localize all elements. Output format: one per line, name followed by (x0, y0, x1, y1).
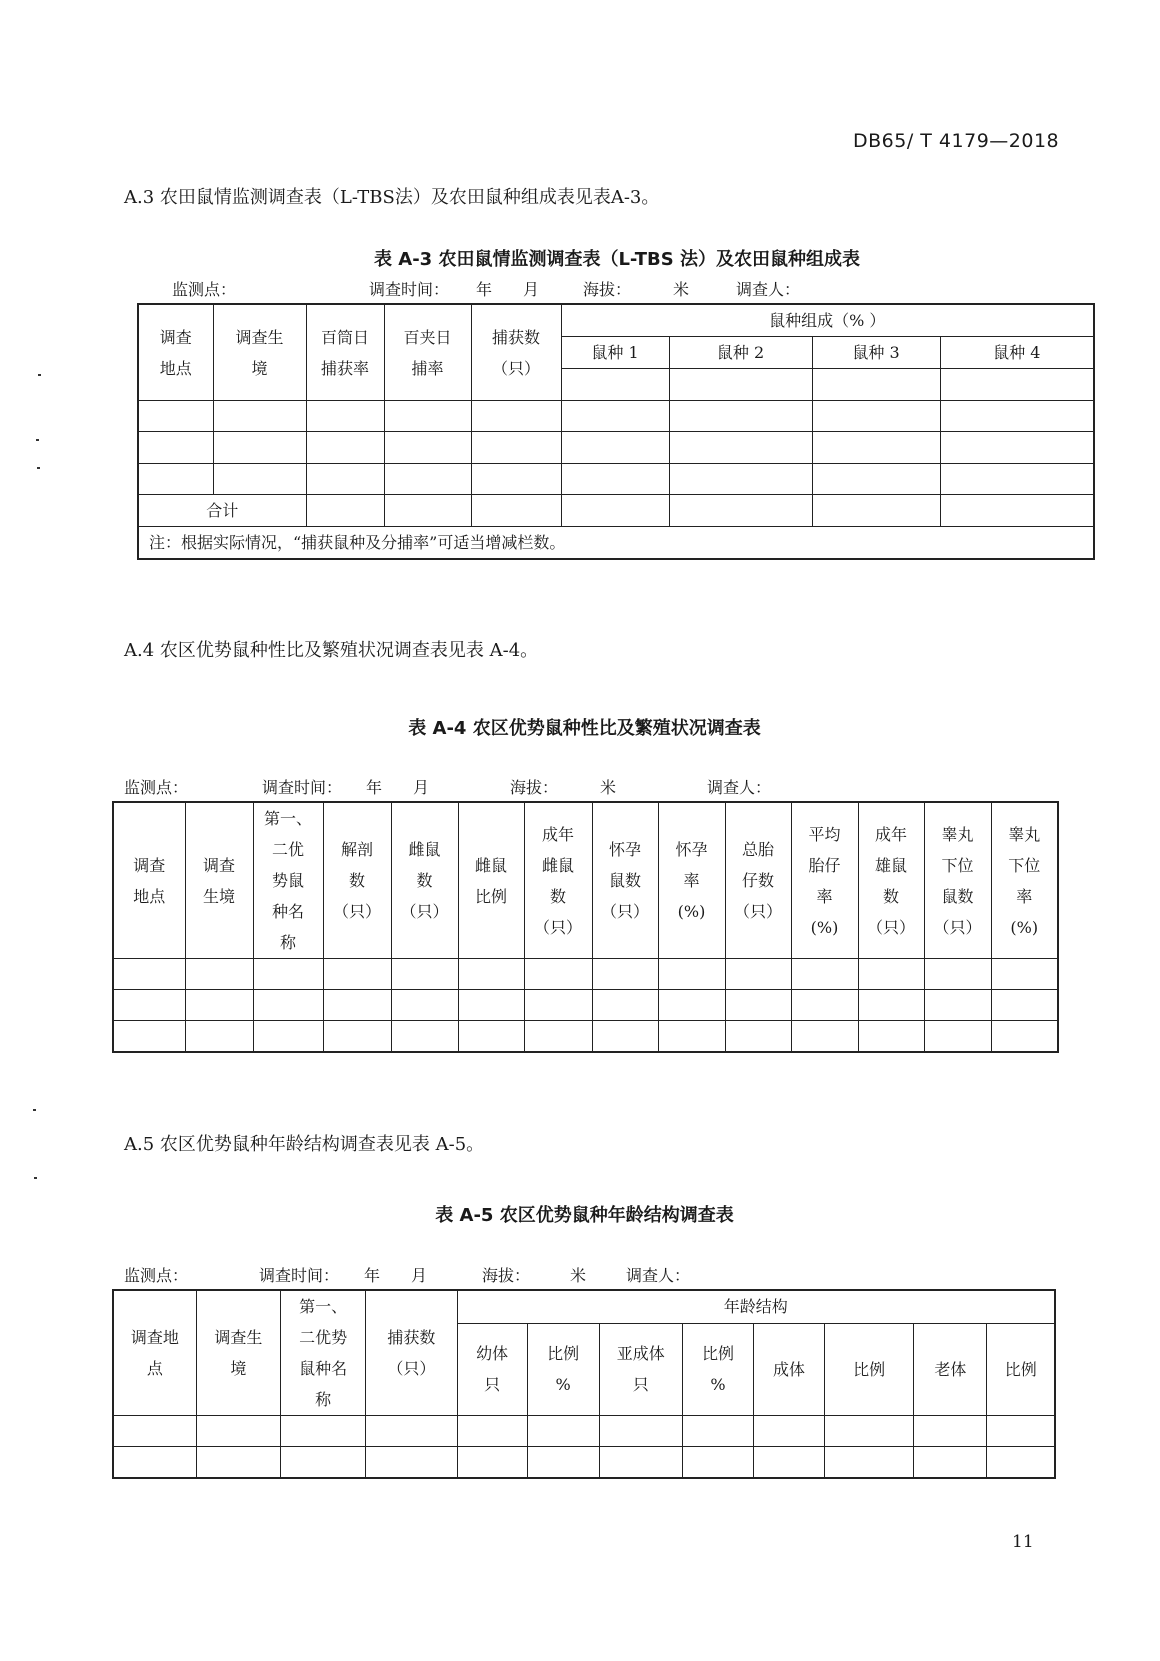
header-female-ratio: 雌鼠 比例 (458, 802, 524, 959)
table-cell (185, 1021, 253, 1052)
meta-year-label: 年 (366, 778, 383, 797)
table-cell (457, 1447, 527, 1478)
table-cell (527, 1447, 599, 1478)
page-number: 11 (1012, 1532, 1034, 1552)
section-a4-text: A.4 农区优势鼠种性比及繁殖状况调查表见表 A-4。 (124, 640, 539, 661)
table-a4 (112, 801, 1059, 1053)
table-row (138, 401, 1094, 432)
table-cell (940, 369, 1094, 401)
header-pregnant-count: 怀孕 鼠数 （只） (592, 802, 658, 959)
table-row (138, 432, 1094, 464)
table-cell (812, 401, 940, 432)
table-cell (524, 1021, 592, 1052)
table-cell (592, 959, 658, 990)
header-dissected: 解剖 数 （只） (323, 802, 391, 959)
table-cell (991, 1021, 1058, 1052)
table-cell (213, 464, 306, 495)
table-cell (940, 401, 1094, 432)
table-cell (366, 1447, 457, 1478)
header-location: 调查 地点 (138, 304, 213, 401)
header-clip-rate: 百夹日 捕率 (384, 304, 471, 401)
meta-site-label: 监测点： (172, 280, 237, 299)
header-subadult: 亚成体 只 (599, 1323, 682, 1415)
table-cell (858, 1021, 924, 1052)
table-cell (940, 464, 1094, 495)
table-cell (113, 1021, 185, 1052)
header-avg-embryo: 平均 胎仔 率 (%) (791, 802, 858, 959)
table-cell (306, 495, 384, 527)
table-cell (471, 432, 561, 464)
table-cell (753, 1416, 824, 1447)
table-row (138, 464, 1094, 495)
header-habitat: 调查生 境 (213, 304, 306, 401)
table-cell (987, 1447, 1055, 1478)
table-cell (561, 464, 669, 495)
table-cell (323, 990, 391, 1021)
scan-speck (37, 467, 40, 469)
table-row (113, 959, 1058, 990)
document-id: DB65/ T 4179—2018 (853, 130, 1060, 152)
header-adult-female: 成年 雌鼠 数 （只） (524, 802, 592, 959)
header-pregnant-rate: 怀孕 率 (%) (658, 802, 725, 959)
table-cell (940, 432, 1094, 464)
header-species-group: 鼠种组成（% ） (561, 304, 1094, 337)
table-cell (669, 401, 812, 432)
header-species-name: 第一、 二优 势鼠 种名 称 (253, 802, 323, 959)
table-cell (561, 432, 669, 464)
header-ratio-2: 比例 % (682, 1323, 753, 1415)
header-location: 调查地 点 (113, 1290, 196, 1416)
header-old: 老体 (914, 1323, 987, 1415)
table-cell (391, 1021, 458, 1052)
total-label: 合计 (138, 495, 306, 527)
table-cell (914, 1447, 987, 1478)
table-cell (592, 1021, 658, 1052)
meta-person-label: 调查人： (707, 778, 772, 797)
table-cell (384, 495, 471, 527)
meta-meter-label: 米 (600, 778, 617, 797)
meta-meter-label: 米 (673, 280, 690, 299)
table-cell (384, 464, 471, 495)
table-cell (113, 959, 185, 990)
table-cell (987, 1416, 1055, 1447)
table-cell (113, 1447, 196, 1478)
table-cell (306, 432, 384, 464)
section-a3-text: A.3 农田鼠情监测调查表（L-TBS法）及农田鼠种组成表见表A-3。 (124, 187, 660, 208)
table-cell (280, 1447, 365, 1478)
table-cell (812, 432, 940, 464)
table-cell (113, 1416, 196, 1447)
table-cell (812, 495, 940, 527)
header-habitat: 调查 生境 (185, 802, 253, 959)
table-cell (682, 1447, 753, 1478)
table-cell (253, 1021, 323, 1052)
meta-site-label: 监测点： (124, 778, 189, 797)
header-species-3: 鼠种 3 (812, 337, 940, 369)
header-tube-rate: 百筒日 捕获率 (306, 304, 384, 401)
meta-altitude-label: 海拔： (510, 778, 559, 797)
table-cell (213, 432, 306, 464)
table-cell (471, 495, 561, 527)
table-cell (458, 990, 524, 1021)
meta-time-label: 调查时间： (259, 1266, 340, 1285)
table-cell (991, 959, 1058, 990)
table-cell (185, 990, 253, 1021)
table-cell (599, 1447, 682, 1478)
table-cell (791, 990, 858, 1021)
table-cell (658, 990, 725, 1021)
header-catch: 捕获数 （只） (366, 1290, 457, 1416)
table-cell (669, 432, 812, 464)
meta-time-label: 调查时间： (369, 280, 450, 299)
table-cell (138, 401, 213, 432)
table-a4-title: 表 A-4 农区优势鼠种性比及繁殖状况调查表 (408, 718, 761, 739)
table-cell (669, 369, 812, 401)
header-species-4: 鼠种 4 (940, 337, 1094, 369)
table-cell (825, 1447, 914, 1478)
table-row (113, 990, 1058, 1021)
table-a3-note: 注：根据实际情况，“捕获鼠种及分捕率”可适当增减栏数。 (138, 527, 1094, 560)
table-cell (592, 990, 658, 1021)
table-cell (213, 401, 306, 432)
table-cell (725, 959, 791, 990)
meta-month-label: 月 (411, 1266, 428, 1285)
table-cell (253, 990, 323, 1021)
table-cell (280, 1416, 365, 1447)
header-adult: 成体 (753, 1323, 824, 1415)
meta-time-label: 调查时间： (262, 778, 343, 797)
table-cell (924, 990, 991, 1021)
table-cell (561, 495, 669, 527)
table-cell (914, 1416, 987, 1447)
table-cell (599, 1416, 682, 1447)
header-catch: 捕获数 （只） (471, 304, 561, 401)
table-cell (138, 432, 213, 464)
scan-speck (33, 1109, 36, 1111)
table-cell (306, 464, 384, 495)
table-cell (384, 401, 471, 432)
meta-year-label: 年 (476, 280, 493, 299)
table-cell (391, 959, 458, 990)
table-cell (323, 1021, 391, 1052)
meta-person-label: 调查人： (736, 280, 801, 299)
meta-month-label: 月 (523, 280, 540, 299)
table-row (113, 1021, 1058, 1052)
table-row-total (138, 495, 1094, 527)
meta-meter-label: 米 (570, 1266, 587, 1285)
table-cell (858, 990, 924, 1021)
header-female-count: 雌鼠 数 （只） (391, 802, 458, 959)
table-cell (658, 959, 725, 990)
table-cell (924, 1021, 991, 1052)
header-age-structure: 年龄结构 (457, 1290, 1055, 1323)
table-cell (138, 464, 213, 495)
table-cell (725, 1021, 791, 1052)
table-cell (253, 959, 323, 990)
table-cell (457, 1416, 527, 1447)
meta-year-label: 年 (364, 1266, 381, 1285)
table-cell (113, 990, 185, 1021)
table-cell (812, 464, 940, 495)
table-cell (791, 959, 858, 990)
table-cell (391, 990, 458, 1021)
table-cell (725, 990, 791, 1021)
scan-speck (38, 374, 41, 376)
table-a5-title: 表 A-5 农区优势鼠种年龄结构调查表 (435, 1205, 734, 1226)
table-cell (527, 1416, 599, 1447)
table-cell (658, 1021, 725, 1052)
header-ratio-1: 比例 % (527, 1323, 599, 1415)
table-cell (524, 959, 592, 990)
header-ratio-3: 比例 (825, 1323, 914, 1415)
table-cell (682, 1416, 753, 1447)
table-cell (196, 1416, 280, 1447)
table-cell (471, 401, 561, 432)
meta-month-label: 月 (413, 778, 430, 797)
table-cell (196, 1447, 280, 1478)
table-cell (524, 990, 592, 1021)
table-cell (991, 990, 1058, 1021)
header-location: 调查 地点 (113, 802, 185, 959)
meta-altitude-label: 海拔： (583, 280, 632, 299)
meta-person-label: 调查人： (626, 1266, 691, 1285)
header-habitat: 调查生 境 (196, 1290, 280, 1416)
table-row (113, 1447, 1055, 1478)
scan-speck (34, 1177, 37, 1179)
header-ratio-4: 比例 (987, 1323, 1055, 1415)
table-cell (669, 464, 812, 495)
table-cell (185, 959, 253, 990)
table-cell (825, 1416, 914, 1447)
meta-altitude-label: 海拔： (482, 1266, 531, 1285)
table-cell (366, 1416, 457, 1447)
table-cell (858, 959, 924, 990)
table-cell (471, 464, 561, 495)
table-a3-title: 表 A-3 农田鼠情监测调查表（L-TBS 法）及农田鼠种组成表 (374, 249, 860, 270)
meta-site-label: 监测点： (124, 1266, 189, 1285)
table-cell (561, 401, 669, 432)
table-cell (323, 959, 391, 990)
header-testis-count: 睾丸 下位 鼠数 （只） (924, 802, 991, 959)
header-species-1: 鼠种 1 (561, 337, 669, 369)
table-cell (753, 1447, 824, 1478)
table-cell (812, 369, 940, 401)
table-cell (924, 959, 991, 990)
scan-speck (36, 439, 39, 441)
table-a3 (137, 303, 1095, 560)
header-testis-rate: 睾丸 下位 率 (%) (991, 802, 1058, 959)
table-cell (306, 401, 384, 432)
table-cell (561, 369, 669, 401)
table-cell (791, 1021, 858, 1052)
table-cell (384, 432, 471, 464)
header-juvenile: 幼体 只 (457, 1323, 527, 1415)
table-cell (669, 495, 812, 527)
section-a5-text: A.5 农区优势鼠种年龄结构调查表见表 A-5。 (124, 1134, 485, 1155)
header-total-embryo: 总胎 仔数 （只） (725, 802, 791, 959)
table-cell (940, 495, 1094, 527)
header-species-name: 第一、 二优势 鼠种名 称 (280, 1290, 365, 1416)
table-row (113, 1416, 1055, 1447)
table-cell (458, 959, 524, 990)
header-adult-male: 成年 雄鼠 数 （只） (858, 802, 924, 959)
table-a4-header-row (113, 802, 1058, 959)
table-cell (458, 1021, 524, 1052)
header-species-2: 鼠种 2 (669, 337, 812, 369)
table-a5 (112, 1289, 1056, 1479)
